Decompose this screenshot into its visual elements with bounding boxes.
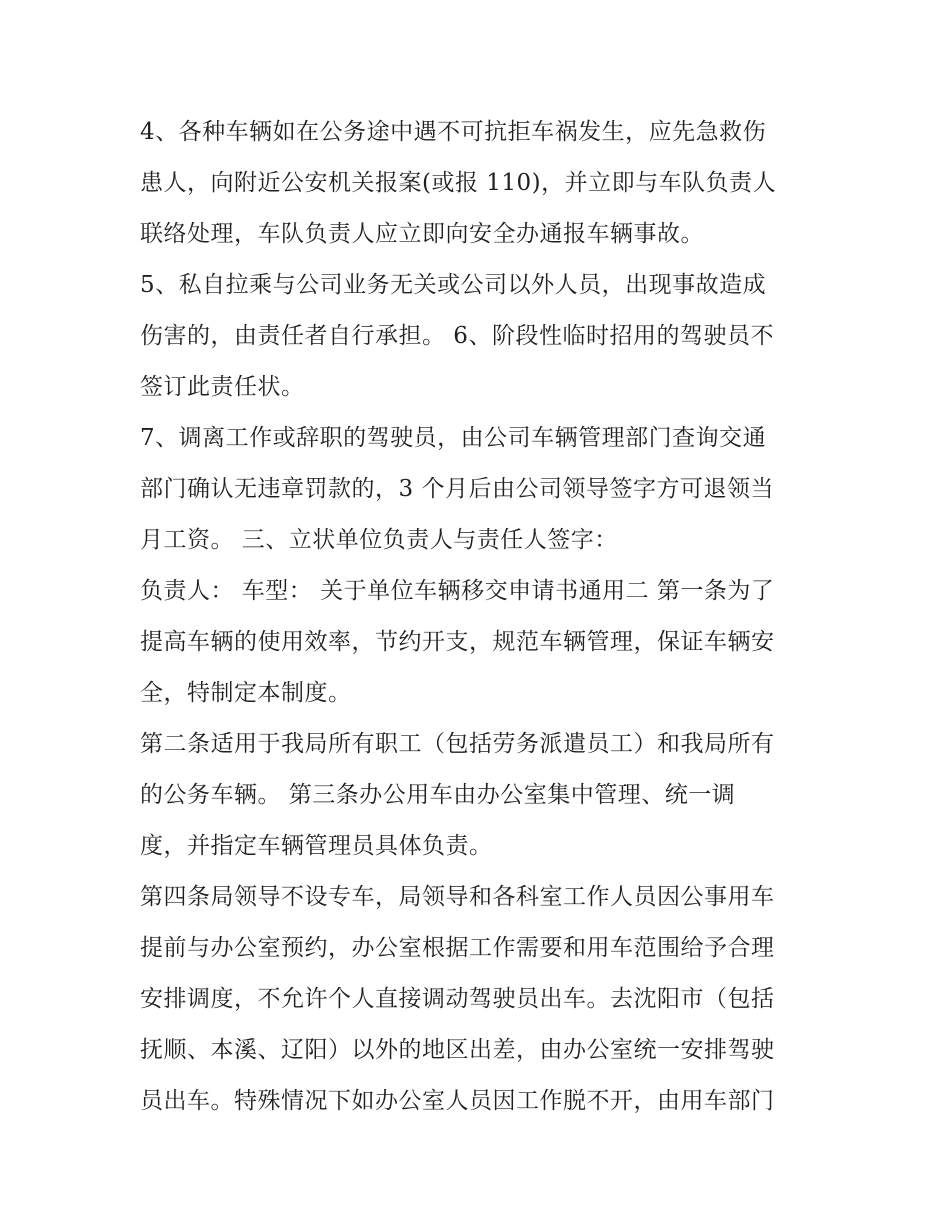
text-line: 全，特制定本制度。 [140, 680, 352, 706]
text-line: 4、各种车辆如在公务途中遇不可抗拒车祸发生，应先急救伤 [140, 119, 767, 145]
text-line: 负责人： 车型： 关于单位车辆移交申请书通用二 第一条为了 [140, 578, 775, 604]
text-line: 签订此责任状。 [140, 374, 305, 400]
text-line: 安排调度，不允许个人直接调动驾驶员出车。去沈阳市（包括 [140, 986, 775, 1012]
text-line: 7、调离工作或辞职的驾驶员，由公司车辆管理部门查询交通 [140, 425, 767, 451]
text-line: 提高车辆的使用效率，节约开支，规范车辆管理，保证车辆安 [140, 629, 775, 655]
text-line: 提前与办公室预约，办公室根据工作需要和用车范围给予合理 [140, 935, 775, 961]
text-line: 月工资。 三、立状单位负责人与责任人签字： [140, 527, 618, 553]
text-line: 第四条局领导不设专车，局领导和各科室工作人员因公事用车 [140, 884, 775, 910]
text-line: 第二条适用于我局所有职工（包括劳务派遣员工）和我局所有 [140, 731, 775, 757]
text-line: 联络处理，车队负责人应立即向安全办通报车辆事故。 [140, 221, 704, 247]
text-line: 患人，向附近公安机关报案(或报 110)，并立即与车队负责人 [140, 170, 777, 196]
document-body [140, 107, 820, 1127]
text-line: 度，并指定车辆管理员具体负责。 [140, 833, 493, 859]
text-line: 员出车。特殊情况下如办公室人员因工作脱不开，由用车部门 [140, 1088, 775, 1114]
text-line: 的公务车辆。 第三条办公用车由办公室集中管理、统一调 [140, 782, 736, 808]
text-line: 伤害的，由责任者自行承担。 6、阶段性临时招用的驾驶员不 [140, 323, 774, 349]
text-line: 抚顺、本溪、辽阳）以外的地区出差，由办公室统一安排驾驶 [140, 1037, 775, 1063]
text-line: 5、私自拉乘与公司业务无关或公司以外人员，出现事故造成 [140, 272, 767, 298]
text-line: 部门确认无违章罚款的，3 个月后由公司领导签字方可退领当 [140, 476, 774, 502]
